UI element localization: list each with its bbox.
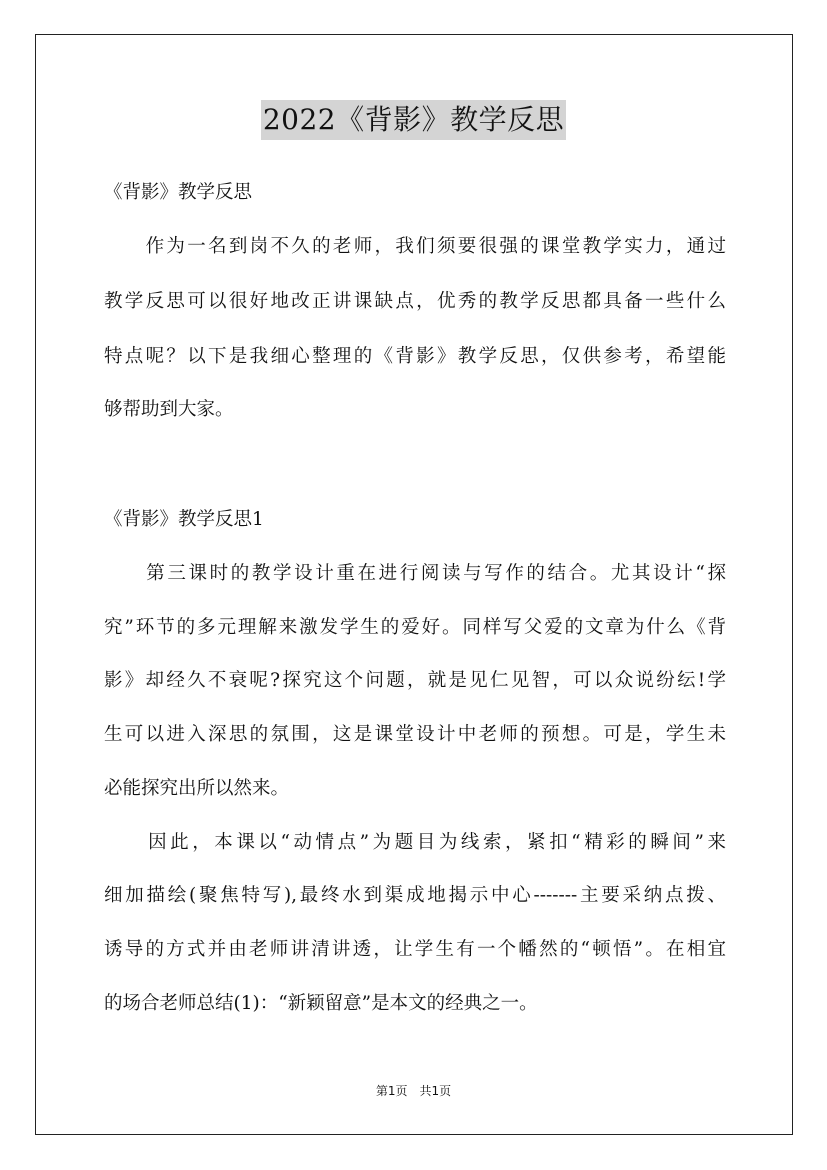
paragraph1-line-4: 生可以进入深思的氛围，这是课堂设计中老师的预想。可是，学生未 xyxy=(104,724,726,745)
paragraph1-line-1: 第三课时的教学设计重在进行阅读与写作的结合。尤其设计“探 xyxy=(104,563,726,584)
intro-line-1: 作为一名到岗不久的老师，我们须要很强的课堂教学实力，通过 xyxy=(104,236,726,257)
paragraph1-line-2: 究”环节的多元理解来激发学生的爱好。同样写父爱的文章为什么《背 xyxy=(104,617,726,638)
paragraph2-line-4: 的场合老师总结(1)：“新颖留意”是本文的经典之一。 xyxy=(104,993,538,1014)
intro-line-4: 够帮助到大家。 xyxy=(104,399,234,420)
page-footer: 第1页 共1页 xyxy=(375,1084,452,1098)
paragraph2-line-2: 细加描绘(聚焦特写),最终水到渠成地揭示中心-------主要采纳点拨、 xyxy=(104,885,726,906)
paragraph2-line-1: 因此，本课以“动情点”为题目为线索，紧扣“精彩的瞬间”来 xyxy=(104,832,726,853)
paragraph1-line-3: 影》却经久不衰呢?探究这个问题，就是见仁见智，可以众说纷纭!学 xyxy=(104,670,726,691)
paragraph1-line-5: 必能探究出所以然来。 xyxy=(104,778,290,799)
intro-line-3: 特点呢？以下是我细心整理的《背影》教学反思，仅供参考，希望能 xyxy=(104,346,726,367)
intro-line-2: 教学反思可以很好地改正讲课缺点，优秀的教学反思都具备一些什么 xyxy=(104,291,726,312)
title-container xyxy=(0,100,827,140)
document-title: 2022《背影》教学反思 xyxy=(261,100,566,140)
paragraph2-line-3: 诱导的方式并由老师讲清讲透，让学生有一个幡然的“顿悟”。在相宜 xyxy=(104,939,726,960)
section-heading: 《背影》教学反思 xyxy=(104,182,253,203)
part1-heading: 《背影》教学反思1 xyxy=(104,509,264,530)
